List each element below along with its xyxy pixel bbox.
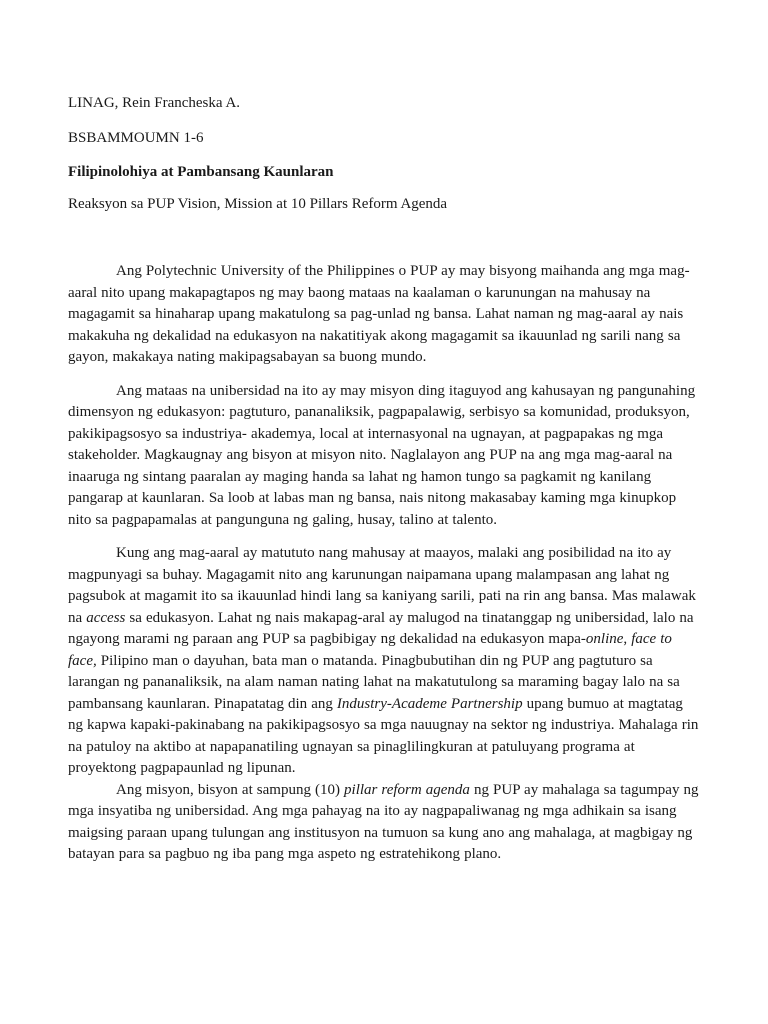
text-line: [68, 651, 698, 673]
paragraph-vision: [68, 261, 698, 369]
text-line: maigsing paraan upang tulungan ang institusyon na tumuon sa kung ano ang mahalaga, at magbigay ng: [68, 824, 693, 841]
text-line: [68, 608, 698, 630]
text-line: [68, 694, 698, 716]
text-line: makakuha ng dekalidad na edukasyon na nakatitiyak akong magagamit sa ikauunlad ng sarili nang sa: [68, 327, 681, 344]
text-run: ,: [623, 631, 632, 647]
text-run: Ang misyon, bisyon at sampung (10): [116, 781, 345, 798]
text-line: mga insyatiba ng unibersidad. Ang mga pahayag na ito ay nagpapaliwanag ng mga adhikain sa isang: [68, 803, 677, 819]
text-run: pambansang kaunlaran. Pinapatatag din ang: [68, 695, 337, 712]
text-line: dimensyon ng edukasyon: pagtuturo, pananaliksik, pagpapalawig, serbisyo sa komunidad, produksyon,: [68, 404, 690, 420]
text-run: sa edukasyon. Lahat ng nais makapag-aral ay malugod na tinatanggap ng unibersidad, lalo na: [125, 609, 694, 626]
text-line: ng kapwa kapaki-pakinabang na pakikipagsosyo sa mga nauugnay na sektor ng industriya. Mahalaga rin: [68, 717, 699, 733]
text-line: larangan ng pananaliksik, na alam naman nating lahat na makatutulong sa maraming bagay lalo na sa: [68, 674, 680, 690]
emphasis-text: pillar reform agenda: [344, 781, 470, 798]
text-line: aaral nito upang makapagtapos ng may baong mataas na kaalaman o karunungan na mahusay na: [68, 284, 651, 301]
text-line: [68, 629, 698, 651]
text-line: proyektong pagpapaunlad ng lipunan.: [68, 760, 296, 776]
text-line: magpunyagi sa buhay. Magagamit nito ang karunungan naipamana upang malampasan ang lahat ng: [68, 566, 670, 583]
paragraph-mission: [68, 381, 698, 532]
emphasis-text: face,: [68, 652, 97, 669]
text-run: Pilipino man o dayuhan, bata man o matanda. Pinagbubutihan din ng PUP ang pagtuturo sa: [96, 652, 653, 669]
document-subtitle: Reaksyon sa PUP Vision, Mission at 10 Pillars Reform Agenda: [68, 196, 448, 212]
course-section: BSBAMMOUMN 1-6: [68, 130, 204, 146]
text-line: nito sa pagpapamalas at pangunguna ng galing, husay, talino at talento.: [68, 511, 497, 528]
emphasis-text: face to: [631, 631, 672, 647]
text-line: pakikipagsosyo sa industriya- akademya, local at internasyonal na ugnayan, at pagpapakas ng mga: [68, 425, 664, 442]
paragraph-pillars: [68, 780, 698, 866]
text-line: na patuloy na aktibo at napapanatiling ugnayan sa pinaglilingkuran at patuluyang programa at: [68, 738, 635, 755]
text-line: pagsubok at magamit ito sa ikauunlad hindi lang sa kaniyang sarili, pati na rin ang bansa. Mas malawak: [68, 588, 696, 604]
emphasis-text: access: [86, 609, 126, 626]
author-name: LINAG, Rein Francheska A.: [68, 95, 241, 111]
text-line: batayan para sa pagbuo ng iba pang mga aspeto ng estratehikong plano.: [68, 846, 502, 862]
emphasis-text: Industry-Academe Partnership: [336, 695, 523, 712]
text-line: pangarap at kaunlaran. Sa loob at labas man ng bansa, nais nitong makasabay kaming mga kinupkop: [68, 490, 677, 506]
text-line: magagamit sa hinaharap upang makatulong sa pag-unlad ng bansa. Lahat naman ng mag-aaral ay nais: [68, 306, 684, 322]
document-body: [68, 261, 698, 878]
text-run: ngayong marami ng paraan ang PUP sa pagbibigay ng dekalidad na edukasyon mapa-: [68, 631, 586, 647]
text-line: Ang Polytechnic University of the Philippines o PUP ay may bisyong maihanda ang mga mag-: [116, 263, 690, 279]
text-run: ng PUP ay mahalaga sa tagumpay ng: [469, 781, 699, 798]
text-line: inaaruga ng sintang paaralan ay maging handa sa lahat ng hamon tungo sa pagkamit ng kanilang: [68, 468, 652, 485]
text-line: Kung ang mag-aaral ay matututo nang mahusay at maayos, malaki ang posibilidad na ito ay: [116, 545, 672, 561]
text-line: [68, 780, 698, 802]
paragraph-reaction: [68, 543, 698, 780]
text-run: na: [68, 609, 87, 626]
text-line: Ang mataas na unibersidad na ito ay may misyon ding itaguyod ang kahusayan ng pangunahing: [116, 382, 696, 399]
document-title: Filipinolohiya at Pambansang Kaunlaran: [68, 164, 334, 180]
text-run: upang bumuo at magtatag: [522, 695, 683, 712]
emphasis-text: online: [585, 631, 624, 647]
text-line: gayon, makakaya nating makipagsabayan sa buong mundo.: [68, 349, 427, 365]
text-line: stakeholder. Magkaugnay ang bisyon at misyon nito. Naglalayon ang PUP na ang mga mag-aaral na: [68, 447, 673, 463]
